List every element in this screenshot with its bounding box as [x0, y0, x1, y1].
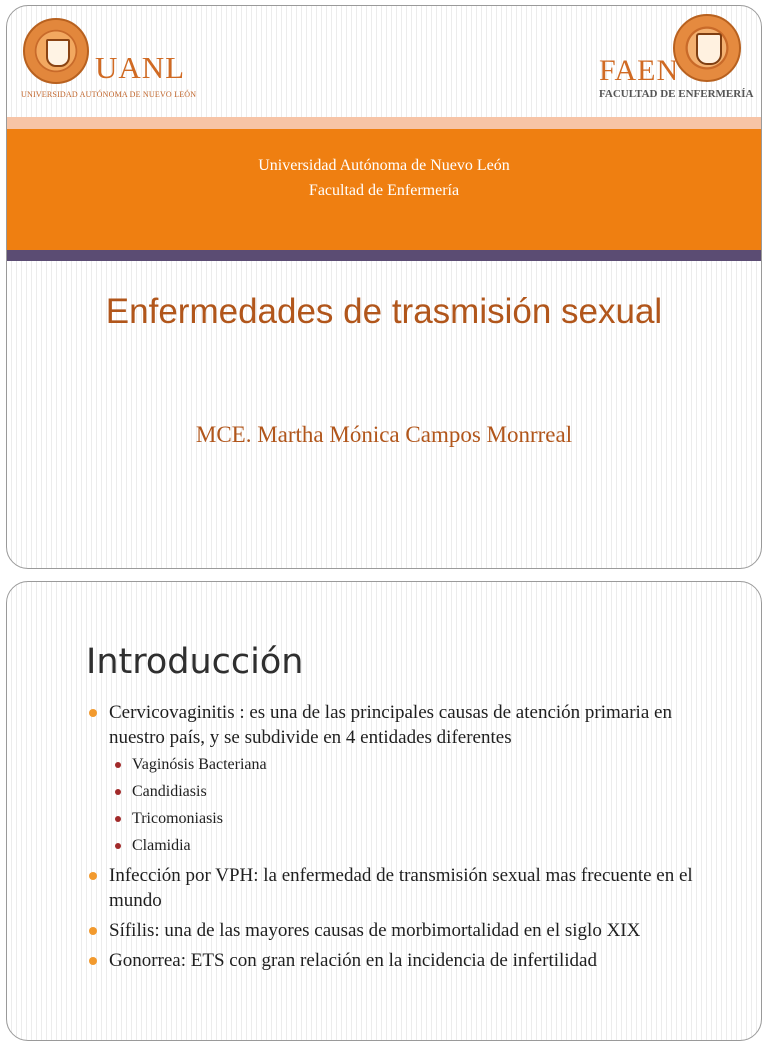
- institution-university: Universidad Autónoma de Nuevo León: [258, 157, 510, 174]
- sub-list-item: [89, 809, 729, 829]
- sub-list-item: [89, 836, 729, 856]
- sub-bullet-dot-icon: [115, 816, 121, 822]
- bullet-text: Infección por VPH: la enfermedad de transmisión sexual mas frecuente en el mundo: [109, 865, 693, 911]
- title-slide: [6, 5, 762, 569]
- sub-list-item: [89, 782, 729, 802]
- slide-author: MCE. Martha Mónica Campos Monrreal: [195, 422, 573, 447]
- uanl-logo: [19, 12, 195, 102]
- institution-faculty: Facultad de Enfermería: [308, 182, 460, 199]
- uanl-seal-icon: [23, 18, 89, 84]
- sub-list-item: [89, 755, 729, 775]
- light-accent-band: [7, 117, 761, 129]
- bullet-dot-icon: [89, 872, 97, 880]
- sub-bullet-dot-icon: [115, 762, 121, 768]
- list-item: [89, 948, 729, 973]
- intro-slide: [6, 581, 762, 1041]
- bullet-dot-icon: [89, 709, 97, 717]
- faen-logo: [599, 12, 754, 108]
- sub-bullet-dot-icon: [115, 843, 121, 849]
- faen-seal-icon: [673, 14, 741, 82]
- faen-logo-text: FAEN: [599, 54, 680, 87]
- bullet-text: Cervicovaginitis : es una de las principales causas de atención primaria en nuestro país, y se subdivide en 4 entidades diferentes: [109, 702, 672, 748]
- bullet-dot-icon: [89, 957, 97, 965]
- slide-title: Enfermedades de trasmisión sexual: [105, 292, 663, 331]
- bullet-text: Sífilis: una de las mayores causas de morbimortalidad en el siglo XIX: [109, 920, 641, 941]
- faen-logo-subtitle: FACULTAD DE ENFERMERÍA: [599, 88, 754, 100]
- uanl-logo-text: UANL: [95, 50, 186, 85]
- sub-bullet-text: Candidiasis: [132, 783, 207, 800]
- purple-accent-band: [7, 250, 761, 261]
- sub-bullet-text: Clamidia: [132, 837, 191, 854]
- uanl-logo-subtitle: UNIVERSIDAD AUTÓNOMA DE NUEVO LEÓN: [21, 90, 197, 99]
- bullet-dot-icon: [89, 927, 97, 935]
- intro-title: Introducción: [86, 642, 304, 682]
- list-item: [89, 700, 729, 750]
- institution-banner: [7, 129, 761, 250]
- list-item: [89, 863, 729, 913]
- sub-bullet-text: Tricomoniasis: [132, 810, 223, 827]
- list-item: [89, 918, 729, 943]
- sub-bullet-text: Vaginósis Bacteriana: [132, 756, 267, 773]
- bullet-list: [89, 700, 729, 978]
- sub-bullet-dot-icon: [115, 789, 121, 795]
- bullet-text: Gonorrea: ETS con gran relación en la incidencia de infertilidad: [109, 950, 597, 971]
